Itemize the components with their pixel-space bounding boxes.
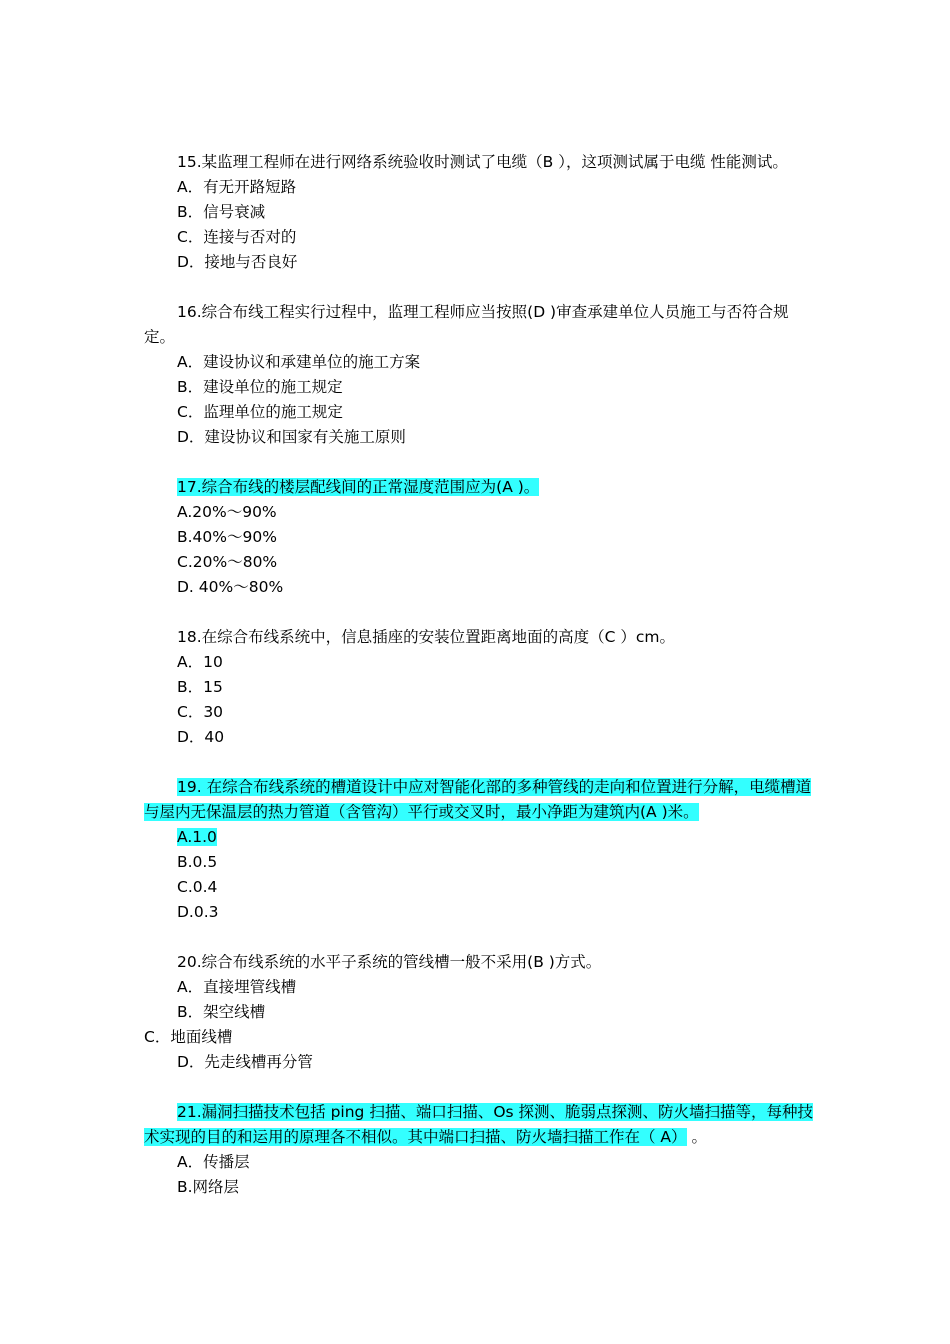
question-17	[144, 475, 814, 600]
option-b: B.网络层	[177, 1178, 240, 1196]
question-list	[144, 150, 814, 1225]
option-b: B．建设单位的施工规定	[177, 378, 343, 396]
question-stem	[144, 1100, 814, 1150]
option-b: B.0.5	[177, 853, 218, 871]
option-d: D．接地与否良好	[177, 253, 298, 271]
option-d: D．先走线槽再分管	[177, 1053, 313, 1071]
option-a: A．有无开路短路	[177, 178, 297, 196]
question-16	[144, 300, 814, 450]
question-21	[144, 1100, 814, 1200]
question-19	[144, 775, 814, 925]
option-c: C.0.4	[177, 878, 218, 896]
question-stem	[144, 775, 814, 825]
question-20	[144, 950, 814, 1075]
option-b: B．信号衰减	[177, 203, 266, 221]
highlighted-stem: 17.综合布线的楼层配线间的正常湿度范围应为(A )。	[177, 478, 540, 496]
option-d: D．建设协议和国家有关施工原则	[177, 428, 406, 446]
option-d: D. 40%～80%	[177, 578, 284, 596]
question-18	[144, 625, 814, 750]
option-a: A．直接埋管线槽	[177, 978, 297, 996]
question-15	[144, 150, 814, 275]
option-c: C．连接与否对的	[177, 228, 297, 246]
question-stem: 16.综合布线工程实行过程中，监理工程师应当按照(D )审查承建单位人员施工与否符合规定。	[144, 303, 789, 346]
highlighted-answer: A.1.0	[177, 828, 217, 846]
highlighted-stem: 21.漏洞扫描技术包括 ping 扫描、端口扫描、Os 探测、脆弱点探测、防火墙扫描等，每种技术实现的目的和运用的原理各不相似。其中端口扫描、防火墙扫描工作在（ A）	[144, 1103, 814, 1146]
stem-tail: 。	[686, 1128, 707, 1146]
option-c: C．地面线槽	[144, 1028, 233, 1046]
option-c: C．30	[177, 703, 224, 721]
question-stem: 20.综合布线系统的水平子系统的管线槽一般不采用(B )方式。	[177, 953, 602, 971]
option-b: B.40%～90%	[177, 528, 277, 546]
option-a: A．建设协议和承建单位的施工方案	[177, 353, 421, 371]
question-stem: 15.某监理工程师在进行网络系统验收时测试了电缆（B ），这项测试属于电缆 性能测试。	[177, 153, 788, 171]
option-c: C.20%～80%	[177, 553, 278, 571]
option-d: D.0.3	[177, 903, 219, 921]
option-a	[144, 825, 814, 850]
option-d: D．40	[177, 728, 225, 746]
option-c: C．监理单位的施工规定	[177, 403, 343, 421]
question-stem	[144, 475, 814, 500]
option-a: A．传播层	[177, 1153, 250, 1171]
highlighted-stem: 19. 在综合布线系统的槽道设计中应对智能化部的多种管线的走向和位置进行分解，电缆槽道与屋内无保温层的热力管道（含管沟）平行或交叉时，最小净距为建筑内(A )米。	[144, 778, 812, 821]
question-stem: 18.在综合布线系统中，信息插座的安装位置距离地面的高度（C ）cm。	[177, 628, 676, 646]
option-b: B．15	[177, 678, 223, 696]
option-a: A．10	[177, 653, 223, 671]
option-b: B．架空线槽	[177, 1003, 266, 1021]
option-a: A.20%～90%	[177, 503, 277, 521]
